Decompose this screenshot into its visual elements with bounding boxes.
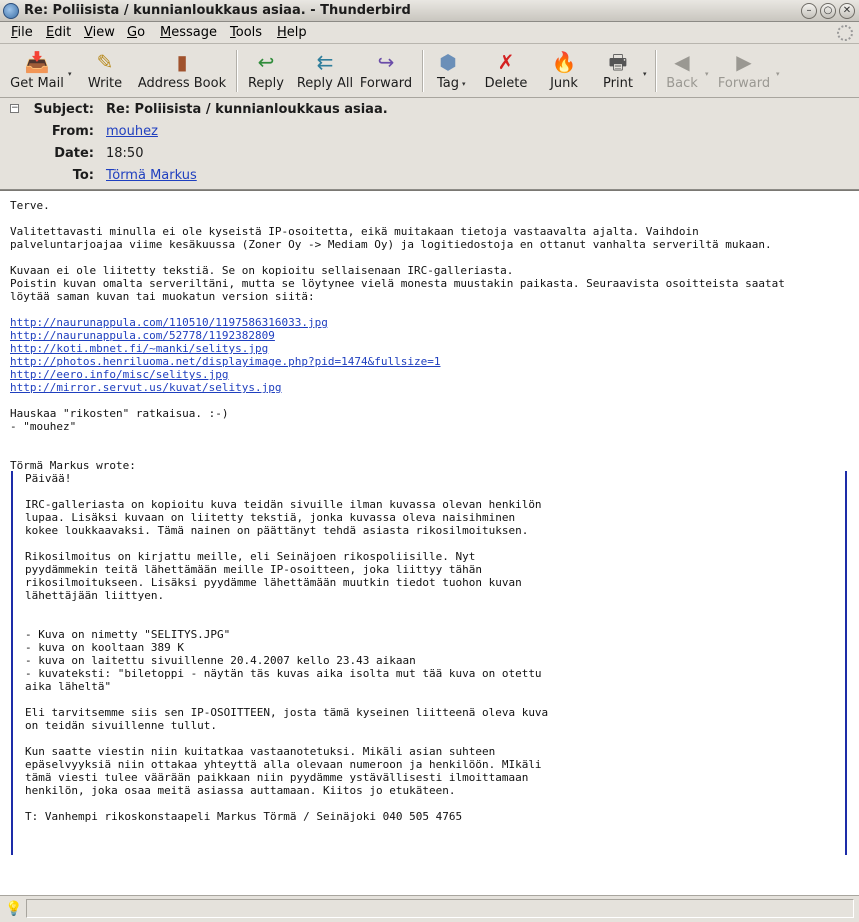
status-bar [0, 895, 859, 922]
close-icon[interactable]: ✕ [839, 3, 855, 19]
from-address-link[interactable]: mouhez [106, 124, 158, 139]
reply-button[interactable]: ↩ Reply [247, 50, 284, 91]
quoted-message [11, 471, 847, 855]
tag-button[interactable]: ⬢ Tag [430, 46, 466, 96]
flame-icon: 🔥 [551, 50, 577, 74]
from-label: From: [51, 124, 94, 139]
delete-button[interactable]: ✗ Delete [484, 50, 528, 91]
url-link[interactable]: http://mirror.servut.us/kuvat/selitys.jpg [10, 381, 282, 394]
quote-paragraph: Eli tarvitsemme siis sen IP-OSOITTEEN, josta tämä kyseinen liitteenä oleva kuva on teidän sivuillenne tullut. [25, 706, 549, 732]
tag-icon: ⬢ [439, 50, 457, 74]
quote-attribution: Törmä Markus wrote: [10, 459, 136, 472]
url-link[interactable]: http://koti.mbnet.fi/~manki/selitys.jpg [10, 342, 269, 355]
toolbar-separator [236, 50, 238, 92]
forward-mail-icon: ↪ [377, 50, 395, 74]
address-book-icon: ▮ [176, 50, 188, 74]
menu-go[interactable]: Go [127, 25, 146, 40]
forward-nav-button[interactable]: ▶ Forward [717, 50, 771, 91]
reply-all-button[interactable]: ⇇ Reply All [296, 50, 354, 91]
link-list [10, 316, 440, 394]
print-button[interactable]: 🖶 Print [603, 50, 633, 91]
menu-file[interactable]: File [11, 25, 33, 40]
reply-all-icon: ⇇ [316, 50, 334, 74]
delete-x-icon: ✗ [497, 50, 515, 74]
window-titlebar[interactable] [0, 0, 859, 22]
back-button[interactable]: ◀ Back [666, 50, 698, 91]
forward-arrow-icon: ▶ [736, 50, 752, 74]
to-label: To: [72, 168, 94, 183]
menu-bar [0, 22, 859, 44]
print-dropdown-icon[interactable]: ▾ [643, 70, 647, 78]
junk-button[interactable]: 🔥 Junk [550, 50, 578, 91]
to-address-link[interactable]: Törmä Markus [106, 168, 197, 183]
menu-tools[interactable]: Tools [230, 25, 263, 40]
lightbulb-icon: 💡 [5, 901, 23, 917]
subject-value: Re: Poliisista / kunnianloukkaus asiaa. [106, 102, 388, 117]
url-link[interactable]: http://naurunappula.com/110510/1197586316033.jpg [10, 316, 328, 329]
collapse-headers-icon[interactable]: − [11, 103, 19, 113]
message-header-pane [0, 98, 859, 190]
thunderbird-app-icon[interactable] [3, 3, 19, 19]
maximize-icon[interactable]: ○ [820, 3, 836, 19]
quote-paragraph: IRC-galleriasta on kopioitu kuva teidän sivuille ilman kuvassa olevan henkilön lupaa. Lisäksi kuvaan on liitetty tekstiä, jonka kuvassa oleva naisihminen kokee loukkaavaksi. Tämä nainen on päättänyt tehdä asiasta rikosilmoituksen. [25, 498, 542, 537]
back-arrow-icon: ◀ [674, 50, 690, 74]
status-text-panel [26, 899, 854, 918]
quote-paragraph: Päivää! [25, 472, 72, 485]
quote-signature: T: Vanhempi rikoskonstaapeli Markus Törmä / Seinäjoki 040 505 4765 [25, 810, 463, 823]
back-dropdown-icon[interactable]: ▾ [705, 70, 709, 78]
toolbar-separator [422, 50, 424, 92]
menu-edit[interactable]: Edit [46, 25, 72, 40]
quote-paragraph: Rikosilmoitus on kirjattu meille, eli Seinäjoen rikospoliisille. Nyt pyydämmekin teitä lähettämään meille IP-osoitteen, joka liittyy tähän rikosilmoitukseen. Lisäksi pyydämme lähettämään muutkin tiedot tuohon kuvan lähettäjään liittyen. [25, 550, 522, 602]
main-toolbar [0, 44, 859, 98]
subject-label: Subject: [33, 102, 94, 117]
url-link[interactable]: http://eero.info/misc/selitys.jpg [10, 368, 229, 381]
date-label: Date: [54, 146, 94, 161]
window-title: Re: Poliisista / kunnianloukkaus asiaa. - Thunderbird [24, 3, 411, 18]
activity-throbber-icon [837, 25, 853, 41]
address-book-button[interactable]: ▮ Address Book [137, 50, 227, 91]
forward-nav-dropdown-icon[interactable]: ▾ [776, 70, 780, 78]
write-button[interactable]: ✎ Write [87, 50, 123, 91]
url-link[interactable]: http://naurunappula.com/52778/1192382809 [10, 329, 275, 342]
get-mail-button[interactable]: 📥 Get Mail [10, 50, 64, 91]
menu-view[interactable]: View [84, 25, 115, 40]
menu-help[interactable]: Help [277, 25, 307, 40]
get-mail-dropdown-icon[interactable]: ▾ [68, 70, 72, 78]
quote-paragraph: - Kuva on nimetty "SELITYS.JPG" - kuva on kooltaan 389 K - kuva on laitettu sivuillenne 20.4.2007 kello 23.43 aikaan - kuvateksti: "biletoppi - näytän täs kuvas aika isolta mut tää kuva on otettu aika läheltä" [25, 628, 542, 693]
forward-mail-button[interactable]: ↪ Forward [359, 50, 413, 91]
date-value: 18:50 [106, 146, 144, 161]
body-paragraph-2: Kuvaan ei ole liitetty tekstiä. Se on kopioitu sellaisenaan IRC-galleriasta. Poistin kuvan omalta serveriltäni, mutta se löytynee vielä monesta muustakin paikasta. Seuraavista osoitteista saatat löytää saman kuvan tai muokatun version siitä: [10, 264, 785, 303]
reply-icon: ↩ [257, 50, 275, 74]
message-body[interactable] [0, 190, 859, 895]
toolbar-separator [655, 50, 657, 92]
greeting-text: Terve. [10, 199, 50, 212]
menu-message[interactable]: Message [160, 25, 217, 40]
closing-text: Hauskaa "rikosten" ratkaisua. :-) - "mouhez" [10, 407, 229, 433]
quote-paragraph: Kun saatte viestin niin kuitatkaa vastaanotetuksi. Mikäli asian suhteen epäselvyyksiä niin ottakaa yhteyttä alla olevaan numeroon ja henkilöön. MIkäli tämä viesti tulee väärään paikkaan niin pyydämme ystävällisesti ilmoittamaan henkilön, joka osaa meitä asiassa auttamaan. Kiitos jo etukäteen. [25, 745, 542, 797]
pencil-icon: ✎ [96, 50, 114, 74]
download-mail-icon: 📥 [24, 50, 50, 74]
minimize-icon[interactable]: – [801, 3, 817, 19]
url-link[interactable]: http://photos.henriluoma.net/displayimage.php?pid=1474&fullsize=1 [10, 355, 441, 368]
tag-dropdown-icon[interactable]: ▾ [462, 80, 466, 88]
body-paragraph-1: Valitettavasti minulla ei ole kyseistä IP-osoitetta, eikä muitakaan tietoja vastaavalta ajalta. Vaihdoin palveluntarjoajaa viime kesäkuussa (Zoner Oy -> Mediam Oy) ja logitiedostoja en ottanut vanhalta serveriltä mukaan. [10, 225, 772, 251]
printer-icon: 🖶 [608, 50, 628, 74]
